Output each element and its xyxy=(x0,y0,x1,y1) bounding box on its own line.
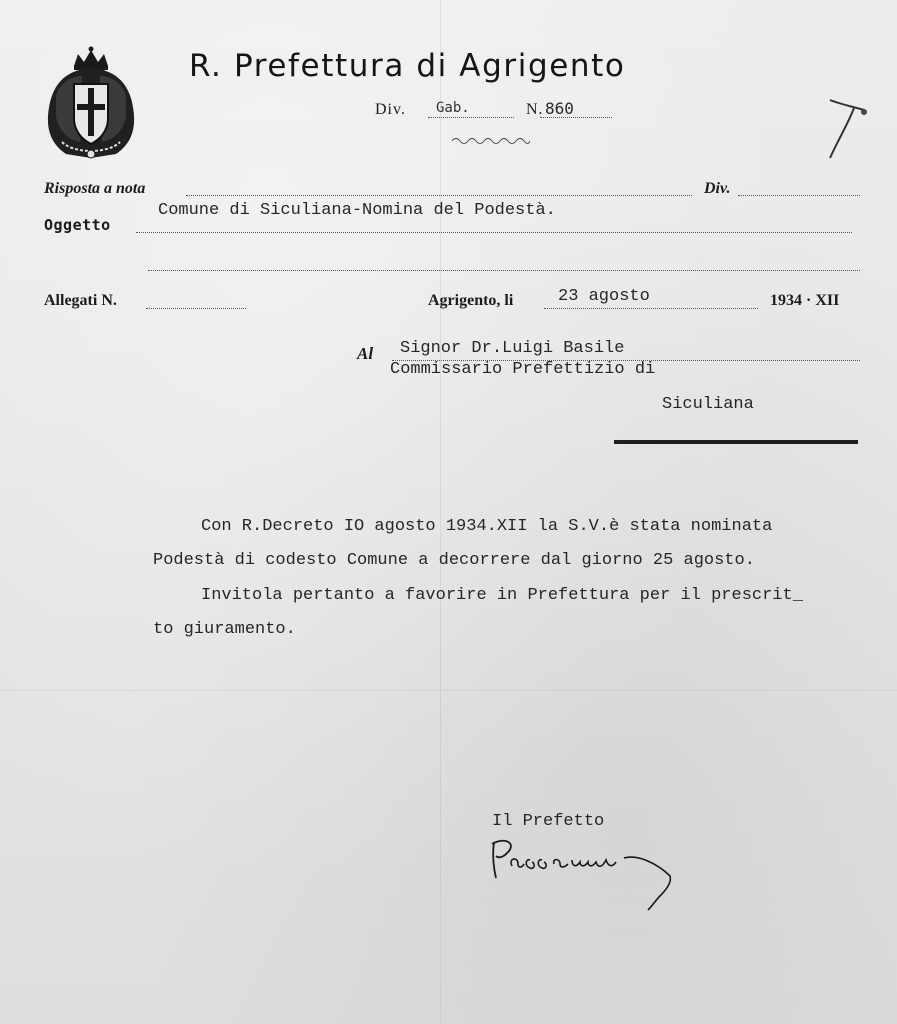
subject-label: Oggetto xyxy=(44,216,111,234)
attachments-label: Allegati N. xyxy=(44,292,117,309)
pen-mark-icon xyxy=(820,96,870,166)
body-line-1: Con R.Decreto IO agosto 1934.XII la S.V.è stata nominata xyxy=(201,517,773,536)
protocol-number-value: 860 xyxy=(545,99,574,118)
fold-line-vertical xyxy=(440,0,441,1024)
reply-dotted-line xyxy=(186,195,692,196)
fold-line-horizontal xyxy=(0,690,897,691)
place-date-label: Agrigento, li xyxy=(428,292,514,309)
savoy-crest-icon xyxy=(44,46,138,164)
handwritten-signature xyxy=(488,836,688,916)
division-value: Gab. xyxy=(436,100,470,116)
reply-division-label: Div. xyxy=(704,180,731,197)
recipient-line-3: Siculiana xyxy=(662,395,754,414)
date-dotted-line xyxy=(544,308,758,309)
year-label: 1934 · XII xyxy=(770,292,840,309)
reply-label: Risposta a nota xyxy=(44,180,146,197)
recipient-line-1: Signor Dr.Luigi Basile xyxy=(400,339,625,358)
recipient-prefix: Al xyxy=(357,344,374,363)
protocol-dotted-line xyxy=(540,117,612,118)
attachments-dotted-line xyxy=(146,308,246,309)
letterhead-title: R. Prefettura di Agrigento xyxy=(189,48,626,84)
body-line-4: to giuramento. xyxy=(153,620,296,639)
division-dotted-line xyxy=(428,117,514,118)
division-label: Div. xyxy=(375,101,406,118)
subject-text: Comune di Siculiana-Nomina del Podestà. xyxy=(158,201,556,220)
reply-division-dotted-line xyxy=(738,195,860,196)
recipient-line-2: Commissario Prefettizio di xyxy=(390,360,656,379)
date-value: 23 agosto xyxy=(558,287,650,306)
subject-dotted-line-2 xyxy=(148,270,860,271)
body-line-3: Invitola pertanto a favorire in Prefettura per il prescrit_ xyxy=(201,586,803,605)
subject-dotted-line-1 xyxy=(136,232,852,233)
body-line-2: Podestà di codesto Comune a decorrere dal giorno 25 agosto. xyxy=(153,551,755,570)
squiggle-ornament xyxy=(452,136,530,146)
protocol-number-label: N. xyxy=(526,101,544,118)
closing-title: Il Prefetto xyxy=(492,812,605,831)
recipient-underline xyxy=(614,440,858,444)
